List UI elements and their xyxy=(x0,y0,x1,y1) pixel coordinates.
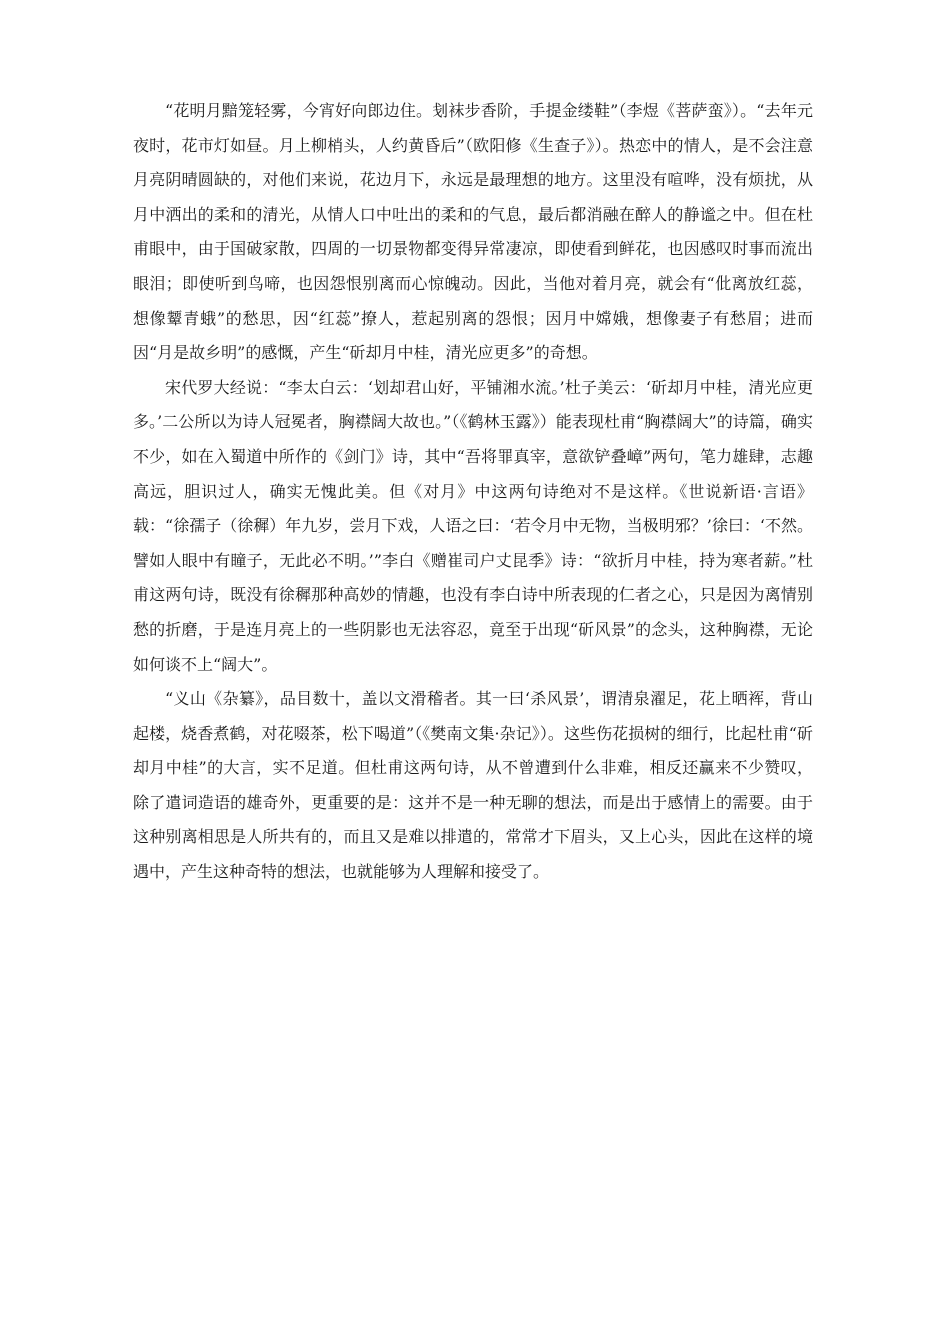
paragraph-2: 宋代罗大经说：“李太白云：‘划却君山好，平铺湘水流。’杜子美云：‘斫却月中桂，清光应更多。’二公所以为诗人冠冕者，胸襟阔大故也。”（《鹤林玉露》）能表现杜甫“胸襟阔大”的诗篇，确实不少，如在入蜀道中所作的《剑门》诗，其中“吾将罪真宰，意欲铲叠嶂”两句，笔力雄肆，志趣高远，胆识过人，确实无愧此美。但《对月》中这两句诗绝对不是这样。《世说新语·言语》载：“徐孺子（徐穉）年九岁，尝月下戏，人语之曰：‘若令月中无物，当极明邪？’徐曰：‘不然。譬如人眼中有瞳子，无此必不明。’”李白《赠崔司户丈昆季》诗：“欲折月中桂，持为寒者薪。”杜甫这两句诗，既没有徐穉那种高妙的情趣，也没有李白诗中所表现的仁者之心，只是因为离情别愁的折磨，于是连月亮上的一些阴影也无法容忍，竟至于出现“斫风景”的念头，这种胸襟，无论如何谈不上“阔大”。 xyxy=(133,377,813,674)
paragraph-1: “花明月黯笼轻雾，今宵好向郎边住。刬袜步香阶，手提金缕鞋”（李煜《菩萨蛮》）。“去年元夜时，花市灯如昼。月上柳梢头，人约黄昏后”（欧阳修《生查子》）。热恋中的情人，是不会注意月亮阴晴圆缺的，对他们来说，花边月下，永远是最理想的地方。这里没有喧哗，没有烦扰，从月中洒出的柔和的清光，从情人口中吐出的柔和的气息，最后都消融在醉人的静谧之中。但在杜甫眼中，由于国破家散，四周的一切景物都变得异常凄凉，即使看到鲜花，也因感叹时事而流出眼泪；即使听到鸟啼，也因怨恨别离而心惊魄动。因此，当他对着月亮，就会有“仳离放红蕊，想像颦青蛾”的愁思，因“红蕊”撩人，惹起别离的怨恨；因月中嫦娥，想像妻子有愁眉；进而因“月是故乡明”的感慨，产生“斫却月中桂，清光应更多”的奇想。 xyxy=(133,101,813,363)
paragraph-3: “义山《杂纂》，品目数十，盖以文滑稽者。其一曰‘杀风景’，谓清泉濯足，花上晒裈，背山起楼，烧香煮鹤，对花啜茶，松下喝道”（《樊南文集·杂记》）。这些伤花损树的细行，比起杜甫“斫却月中桂”的大言，实不足道。但杜甫这两句诗，从不曾遭到什么非难，相反还赢来不少赞叹，除了遣词造语的雄奇外，更重要的是：这并不是一种无聊的想法，而是出于感情上的需要。由于这种别离相思是人所共有的，而且又是难以排遣的，常常才下眉头，又上心头，因此在这样的境遇中，产生这种奇特的想法，也就能够为人理解和接受了。 xyxy=(133,689,813,882)
article-body xyxy=(133,94,813,890)
